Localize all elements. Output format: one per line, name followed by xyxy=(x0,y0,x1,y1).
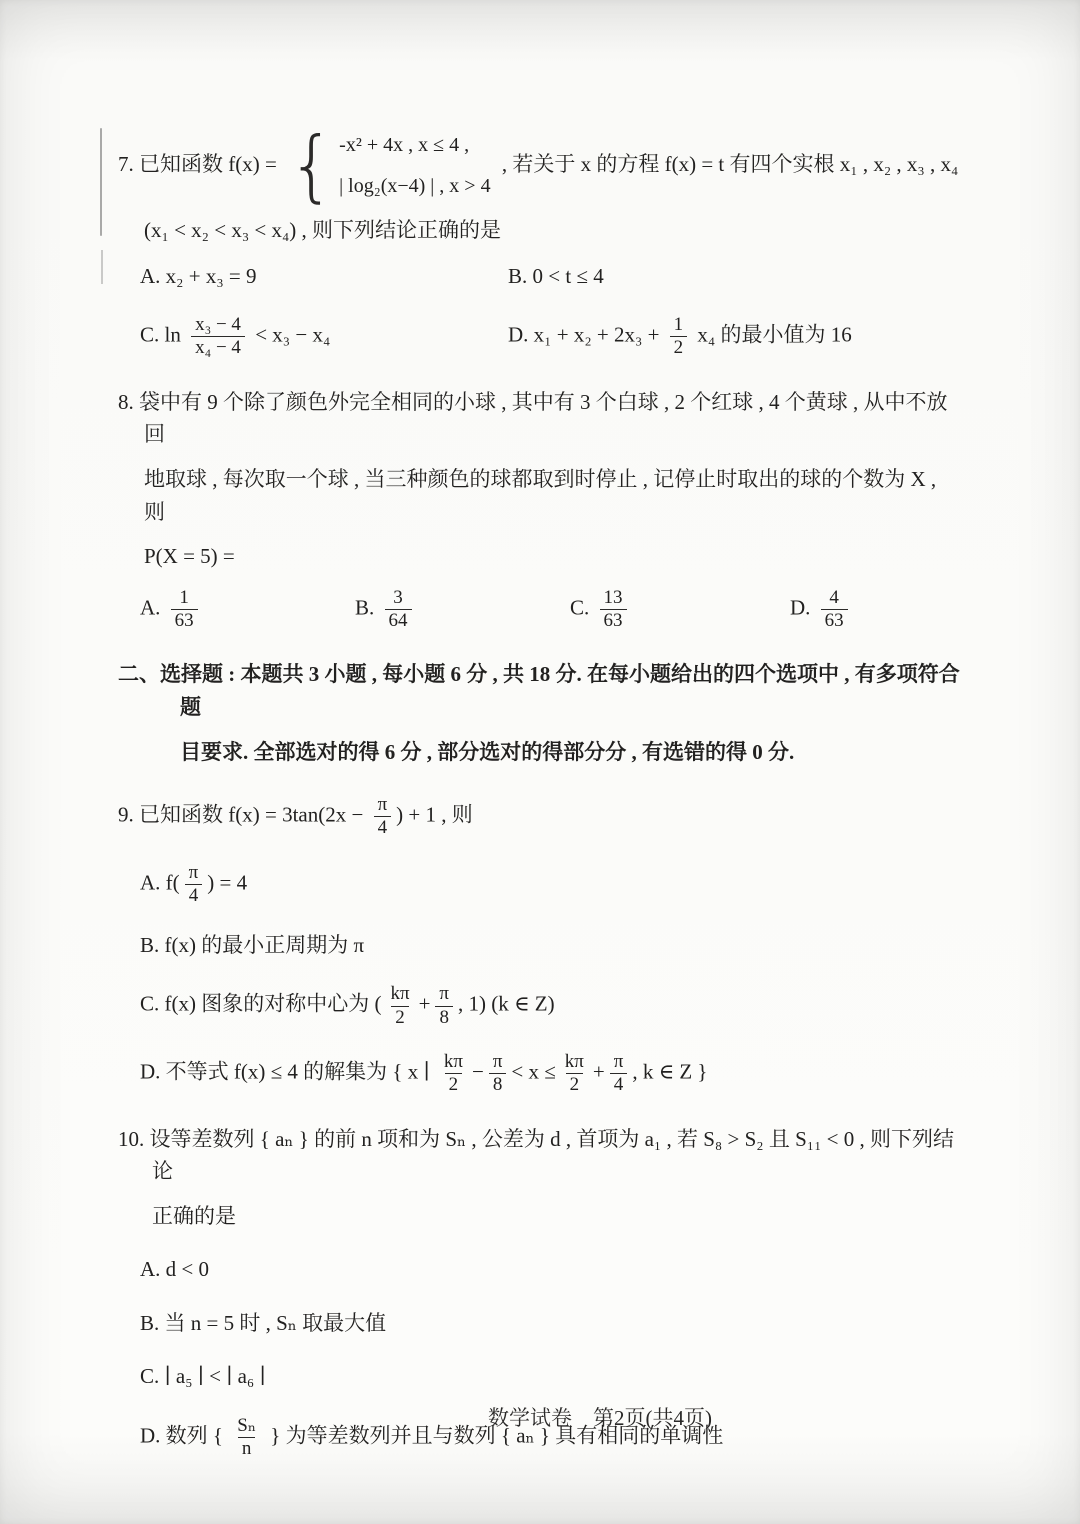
option-text: , k ∈ Z } xyxy=(632,1059,708,1084)
question-8 xyxy=(118,386,962,633)
footer-text: 数学试卷 第2页(共4页) xyxy=(488,1406,712,1430)
option-text: < x₃ − x₄ xyxy=(249,322,331,347)
fraction xyxy=(489,1051,507,1097)
left-brace-icon: { xyxy=(288,120,336,211)
fraction xyxy=(185,862,203,908)
fraction xyxy=(440,1051,467,1097)
fraction-denominator: 2 xyxy=(445,1073,463,1096)
question-text: ) + 1 , 则 xyxy=(396,802,473,827)
question-8-line-1: 8. 袋中有 9 个除了颜色外完全相同的小球 , 其中有 3 个白球 , 2 个红球 , 4 个黄球 , 从中不放回 xyxy=(118,389,948,447)
option-text: D. x₁ + x₂ + 2x₃ + xyxy=(508,322,665,347)
fraction xyxy=(374,794,392,840)
fraction-numerator: 1 xyxy=(673,314,684,336)
piecewise-case-2: | log₂(x−4) | , x > 4 xyxy=(339,175,491,197)
question-7-intro xyxy=(118,120,962,211)
option-text: D. 不等式 f(x) ≤ 4 的解集为 { x ∣ xyxy=(140,1059,435,1084)
fraction-numerator: π xyxy=(492,1050,503,1072)
fraction-denominator: 8 xyxy=(489,1073,507,1096)
option-text: D. 数列 { xyxy=(140,1423,229,1448)
option-text: C. ln xyxy=(140,322,187,347)
fraction-denominator: 63 xyxy=(821,609,848,632)
fraction-numerator: kπ xyxy=(564,1050,584,1072)
question-10-line-1: 10. 设等差数列 { aₙ } 的前 n 项和为 Sₙ , 公差为 d , 首项为 a₁ , 若 S₈ > S₂ 且 S₁₁ < 0 , 则下列结论 xyxy=(118,1126,954,1184)
question-8-line-2: 地取球 , 每次取一个球 , 当三种颜色的球都取到时停止 , 记停止时取出的球的个数为 X , 则 xyxy=(144,466,937,524)
fraction-numerator: 13 xyxy=(603,586,623,608)
question-text: 9. 已知函数 f(x) = 3tan(2x − xyxy=(118,802,369,827)
fraction-denominator: 4 xyxy=(610,1073,628,1096)
fraction-denominator: 63 xyxy=(171,609,198,632)
option-label: B. xyxy=(355,595,380,620)
fraction xyxy=(670,314,688,360)
fraction-denominator: 8 xyxy=(435,1006,453,1029)
option-text: x₄ 的最小值为 16 xyxy=(692,322,852,347)
section-2-header xyxy=(118,658,962,768)
question-9 xyxy=(118,794,962,1097)
option-text: < x ≤ xyxy=(511,1059,556,1084)
option-text: A. f( xyxy=(140,870,180,895)
question-7-option-c xyxy=(140,314,508,360)
question-7 xyxy=(118,120,962,360)
question-9-option-d xyxy=(118,1051,962,1097)
fraction-numerator: kπ xyxy=(443,1050,463,1072)
question-7-intro-pre: 7. 已知函数 f(x) = xyxy=(118,151,283,176)
section-2-line-2: 目要求. 全部选对的得 6 分 , 部分选对的得部分分 , 有选错的得 0 分. xyxy=(180,739,795,764)
fraction-denominator: x₄ − 4 xyxy=(191,336,245,359)
piecewise-cases xyxy=(339,130,490,202)
question-8-option-c xyxy=(570,587,790,633)
option-text: C. f(x) 图象的对称中心为 ( xyxy=(140,991,382,1016)
fraction-numerator: π xyxy=(377,794,388,816)
fraction xyxy=(600,587,627,633)
question-10-option-a: A. d < 0 xyxy=(140,1257,210,1282)
option-text: + xyxy=(592,1059,605,1084)
fraction-numerator: x₃ − 4 xyxy=(195,314,241,336)
fraction-denominator: 63 xyxy=(600,609,627,632)
section-2-line-1: 二、选择题 : 本题共 3 小题 , 每小题 6 分 , 共 18 分. 在每小题给出的四个选项中 , 有多项符合题 xyxy=(118,662,960,719)
piecewise-function xyxy=(288,120,491,211)
fraction-numerator: π xyxy=(439,983,450,1005)
option-label: D. xyxy=(790,595,816,620)
fraction xyxy=(610,1051,628,1097)
fraction-numerator: Sₙ xyxy=(237,1414,257,1436)
option-text: − xyxy=(471,1059,484,1084)
question-7-option-d xyxy=(508,314,962,360)
fraction xyxy=(821,587,848,633)
question-8-option-b xyxy=(355,587,570,633)
question-7-option-b: B. 0 < t ≤ 4 xyxy=(508,263,604,288)
fraction xyxy=(561,1051,588,1097)
fraction-denominator: 2 xyxy=(670,336,688,359)
question-8-option-d xyxy=(790,587,962,633)
option-text: ) = 4 xyxy=(207,870,248,895)
fraction-numerator: 1 xyxy=(179,586,189,608)
fraction-numerator: π xyxy=(613,1050,624,1072)
fraction-denominator: 2 xyxy=(391,1006,409,1029)
question-7-intro-post: , 若关于 x 的方程 f(x) = t 有四个实根 x₁ , x₂ , x₃ , x₄ xyxy=(496,151,959,176)
option-text: } 为等差数列并且与数列 { aₙ } 具有相同的单调性 xyxy=(265,1423,724,1448)
fraction xyxy=(171,587,198,633)
fraction-numerator: 4 xyxy=(829,586,839,608)
scan-artifact-icon xyxy=(100,128,102,236)
question-8-line-3: P(X = 5) = xyxy=(144,544,235,569)
question-10-line-2: 正确的是 xyxy=(152,1203,236,1228)
question-8-option-a xyxy=(140,587,355,633)
option-label: A. xyxy=(140,595,166,620)
fraction xyxy=(386,983,413,1029)
scan-artifact-icon xyxy=(101,250,103,284)
fraction-numerator: kπ xyxy=(390,983,410,1005)
fraction xyxy=(191,314,245,360)
question-7-condition: (x₁ < x₂ < x₃ < x₄) , 则下列结论正确的是 xyxy=(144,218,502,242)
page-footer xyxy=(0,1402,1080,1432)
question-9-option-c xyxy=(118,983,962,1029)
question-7-option-a: A. x₂ + x₃ = 9 xyxy=(140,263,257,288)
fraction-denominator: 64 xyxy=(385,609,412,632)
option-text: + xyxy=(418,991,431,1016)
question-8-options xyxy=(118,587,962,633)
fraction xyxy=(385,587,412,633)
question-10-option-b: B. 当 n = 5 时 , Sₙ 取最大值 xyxy=(140,1310,387,1335)
fraction xyxy=(435,983,453,1029)
fraction-numerator: 3 xyxy=(393,586,403,608)
option-text: , 1) (k ∈ Z) xyxy=(458,991,555,1016)
fraction-denominator: n xyxy=(238,1437,256,1460)
piecewise-case-1: -x² + 4x , x ≤ 4 , xyxy=(339,134,470,156)
question-10-option-c: C. ∣ a₅ ∣ < ∣ a₆ ∣ xyxy=(140,1364,266,1389)
question-9-option-b: B. f(x) 的最小正周期为 π xyxy=(140,932,365,957)
fraction-numerator: π xyxy=(188,861,199,883)
question-9-option-a xyxy=(118,862,962,908)
question-9-intro xyxy=(118,794,962,840)
question-7-options xyxy=(118,261,962,360)
fraction-denominator: 4 xyxy=(374,816,392,839)
fraction-denominator: 2 xyxy=(566,1073,584,1096)
fraction-denominator: 4 xyxy=(185,884,203,907)
option-label: C. xyxy=(570,595,595,620)
